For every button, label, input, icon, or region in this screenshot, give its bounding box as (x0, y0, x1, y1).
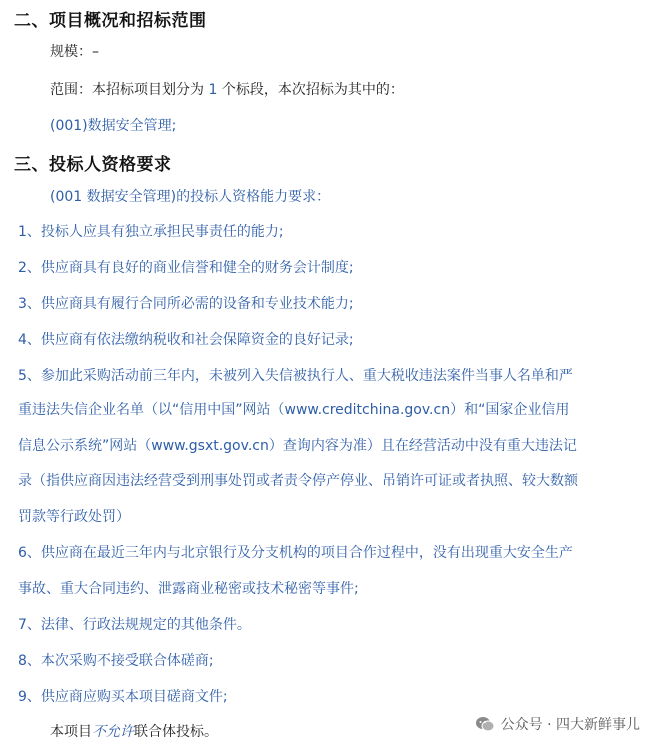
requirement-item: 3、供应商具有履行合同所必需的设备和专业技术能力; (18, 296, 354, 312)
scope-label: 范围： (50, 82, 92, 98)
scale-label: 规模： (50, 44, 92, 60)
consortium-text-a: 本项目 (50, 724, 92, 740)
requirement-item: 事故、重大合同违约、泄露商业秘密或技术秘密等事件; (18, 581, 359, 597)
scope-text-a: 本招标项目划分为 (92, 82, 204, 98)
requirement-item: 1、投标人应具有独立承担民事责任的能力; (18, 224, 284, 240)
requirement-item: 8、本次采购不接受联合体磋商; (18, 653, 214, 669)
requirement-item: 4、供应商有依法缴纳税收和社会保障资金的良好记录; (18, 332, 354, 348)
requirement-item: 重违法失信企业名单（以“信用中国”网站（www.creditchina.gov.cn）和“国家企业信用 (18, 402, 570, 418)
requirement-item: 信息公示系统”网站（www.gsxt.gov.cn）查询内容为准）且在经营活动中没有重大违法记 (18, 438, 577, 454)
scope-line (50, 80, 404, 100)
scale-line (50, 42, 99, 62)
watermark-text: 公众号 · 四大新鲜事儿 (500, 717, 640, 733)
wechat-watermark (475, 714, 640, 734)
requirement-item: 9、供应商应购买本项目磋商文件; (18, 689, 228, 705)
section-two-heading: 二、项目概况和招标范围 (14, 11, 207, 31)
requirement-item: 录（指供应商因违法经营受到刑事处罚或者责令停产停业、吊销许可证或者执照、较大数额 (18, 473, 578, 489)
consortium-not-allowed: 不允许 (92, 724, 134, 740)
scope-count: 1 (208, 82, 218, 98)
scale-value: – (92, 44, 99, 60)
qualification-intro: (001 数据安全管理)的投标人资格能力要求： (50, 189, 331, 205)
requirement-item: 罚款等行政处罚） (18, 509, 130, 525)
section-three-heading: 三、投标人资格要求 (14, 155, 172, 175)
requirement-item: 2、供应商具有良好的商业信誉和健全的财务会计制度; (18, 260, 354, 276)
lot-line: (001)数据安全管理; (50, 118, 177, 134)
requirement-item: 5、参加此采购活动前三年内，未被列入失信被执行人、重大税收违法案件当事人名单和严 (18, 368, 573, 384)
requirement-item: 7、法律、行政法规规定的其他条件。 (18, 617, 251, 633)
consortium-text-c: 联合体投标。 (134, 724, 218, 740)
wechat-icon (475, 716, 495, 732)
requirement-item: 6、供应商在最近三年内与北京银行及分支机构的项目合作过程中，没有出现重大安全生产 (18, 545, 573, 561)
consortium-line (50, 722, 218, 742)
scope-text-b: 个标段，本次招标为其中的： (221, 82, 404, 98)
